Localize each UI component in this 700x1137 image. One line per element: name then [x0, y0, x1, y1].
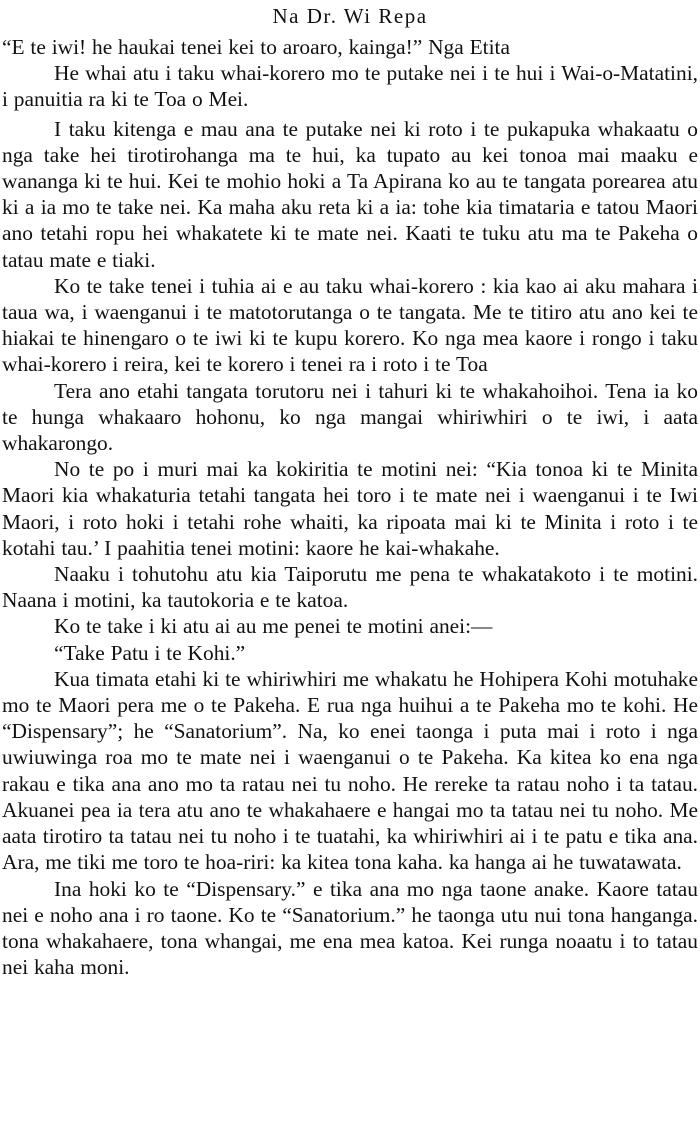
paragraph: He whai atu i taku whai-korero mo te putake nei i te hui i Wai-o-Matatini, i panuitia ra ki te Toa o Mei.	[2, 61, 698, 112]
paragraph: Naaku i tohutohu atu kia Taiporutu me pena te whakatakoto i te motini. Naana i motini, ka tautokoria e te katoa.	[2, 562, 698, 613]
paragraph: Ko te take i ki atu ai au me penei te motini anei:—	[54, 614, 493, 639]
paragraph: Ina hoki ko te “Dispensary.” e tika ana mo nga taone anake. Kaore tatau nei e noho ana i ro taone. Ko te “Sanatorium.” he taonga utu nui tona hanganga. tona whakahaere, tona whangai, me ena mea katoa. Kei runga noaatu i to tatau nei kaha moni.	[2, 876, 698, 980]
paragraph: Ko te take tenei i tuhia ai e au taku whai-korero : kia kao ai aku mahara i taua wa, i waenganui i te matotorutanga o te tangata. Me te titiro atu ano kei te hiakai te hinengaro o te iwi ki te kupu korero. Ko nga mea kaore i rongo i taku whai-korero i reira, kei te korero i tenei ra i roto i te Toa	[2, 273, 698, 377]
paragraph: Tera ano etahi tangata torutoru nei i tahuri ki te whakahoihoi. Tena ia ko te hunga whakaaro hohonu, ko nga mangai whiriwhiri o te iwi, i aata whakarongo.	[2, 378, 698, 456]
paragraph: Kua timata etahi ki te whiriwhiri me whakatu he Hohipera Kohi motuhake mo te Maori pera me o te Pakeha. E rua nga huihui a te Pakeha mo te kohi. He “Dispensary”; he “Sanatorium”. Na, ko enei taonga i puta mai i roto i nga uwiuwinga roa mo te mate nei i waenganui o te Pakeha. Ka kitea ko ena nga rakau e tika ana ano mo ta ratau nei tu noho. He rereke ta ratau noho i ta tatau. Akuanei pea ia tera atu ano te whakahaere e hangai mo ta tatau nei tu noho. Me aata tirotiro ta tatau nei tu noho i te tuatahi, ka whiriwhiri ai i te patu e tika ana. Ara, me tiki me toro te hoa-riri: ka kitea tona kaha. ka hanga ai he tuwatawata.	[2, 666, 698, 875]
paragraph: No te po i muri mai ka kokiritia te motini nei: “Kia tonoa ki te Minita Maori kia whakaturia tetahi tangata hei toro i te mate nei i waenganui i te Iwi Maori, i roto hoki i tetahi rohe whaiti, ka ripoata mai ki te Minita i roto i te kotahi tau.’ I paahitia tenei motini: kaore he kai-whakahe.	[2, 457, 698, 560]
section-heading: “Take Patu i te Kohi.”	[54, 640, 246, 665]
article-body	[2, 34, 698, 980]
running-head: Na Dr. Wi Repa	[272, 4, 428, 28]
paragraph-intro: “E te iwi! he haukai tenei kei to aroaro, kainga!” Nga Etita	[2, 35, 510, 59]
paragraph: I taku kitenga e mau ana te putake nei ki roto i te pukapuka whakaatu o nga take hei tirotirohanga ma te hui, ka tupato au kei tonoa mai maaku e wananga ki te hui. Kei te mohio hoki a Ta Apirana ko au te tangata porearea atu ki a ia mo te take nei. Ka maha aku reta ki a ia: tohe kia timataria e tatou Maori ano tetahi ropu hei whakatete ki te mate nei. Kaati te tuku atu ma te Pakeha o tatau mate e tiaki.	[2, 116, 698, 272]
